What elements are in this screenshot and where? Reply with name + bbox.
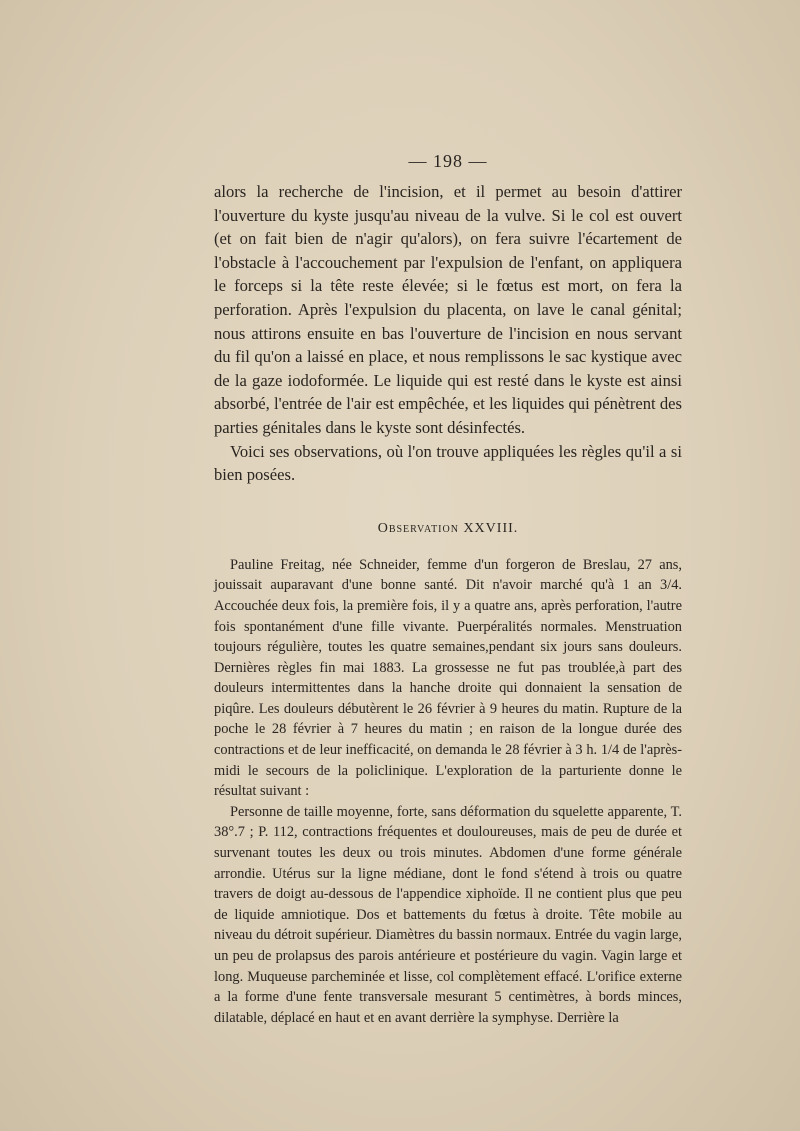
text-column — [214, 150, 682, 1028]
body-paragraph: Voici ses observations, où l'on trouve appliquées les règles qu'il a si bien posées. — [214, 441, 682, 485]
page-number: — 198 — — [408, 151, 488, 171]
body-paragraph: alors la recherche de l'incision, et il permet au besoin d'attirer l'ouverture du kyste jusqu'au niveau de la vulve. Si le col est ouvert (et on fait bien de n'agir qu'alors), on fera suivre l'écartement de l'obstacle à l'accouchement par l'expulsion de l'enfant, on appliquera le forceps si la tête reste élevée; si le fœtus est mort, on fera la perforation. Après l'expulsion du placenta, on lave le canal génital; nous attirons ensuite en bas l'ouverture de l'incision en nous servant du fil qu'on a laissé en place, et nous remplissons le sac kystique avec de la gaze iodoformée. Le liquide qui est resté dans le kyste est ainsi absorbé, l'entrée de l'air est empêchée, et les liquides qui pénètrent des parties génitales dans le kyste sont désinfectés. — [214, 182, 682, 437]
observation-heading: Observation XXVIII. — [377, 520, 519, 536]
observation-paragraph: Personne de taille moyenne, forte, sans déformation du squelette apparente, T. 38°.7 ; P. 112, contractions fréquentes et douloureuses, mais de peu de durée et survenant toutes les deux ou trois minutes. Abdomen d'une forme générale arrondie. Utérus sur la ligne médiane, dont le fond s'étend à trois ou quatre travers de doigt au-dessous de l'appendice xiphoïde. Il ne contient plus que peu de liquide amniotique. Dos et battements du fœtus à droite. Tête mobile au niveau du détroit supérieur. Diamètres du bassin normaux. Entrée du vagin large, un peu de prolapsus des parois antérieure et postérieure du vagin. Vagin large et long. Muqueuse parcheminée et lisse, col complètement effacé. L'orifice externe a la forme d'une fente transversale mesurant 5 centimètres, à bords minces, dilatable, déplacé en haut et en avant derrière la symphyse. Derrière la — [214, 803, 682, 1026]
observation-paragraph: Pauline Freitag, née Schneider, femme d'un forgeron de Breslau, 27 ans, jouissait auparavant d'une bonne santé. Dit n'avoir marché qu'à 1 an 3/4. Accouchée deux fois, la première fois, il y a quatre ans, après perforation, l'autre fois spontanément d'une fille vivante. Puerpéralités normales. Menstruation toujours régulière, toutes les quatre semaines,pendant six jours sans douleurs. Dernières règles fin mai 1883. La grossesse ne fut pas troublée,à part des douleurs intermittentes dans la hanche droite qui donnaient la sensation de piqûre. Les douleurs débutèrent le 26 février à 9 heures du matin. Rupture de la poche le 28 février à 7 heures du matin ; en raison de la longue durée des contractions et de leur inefficacité, on demanda le 28 février à 3 h. 1/4 de l'après-midi le secours de la policlinique. L'exploration de la parturiente donne le résultat suivant : — [214, 556, 682, 800]
